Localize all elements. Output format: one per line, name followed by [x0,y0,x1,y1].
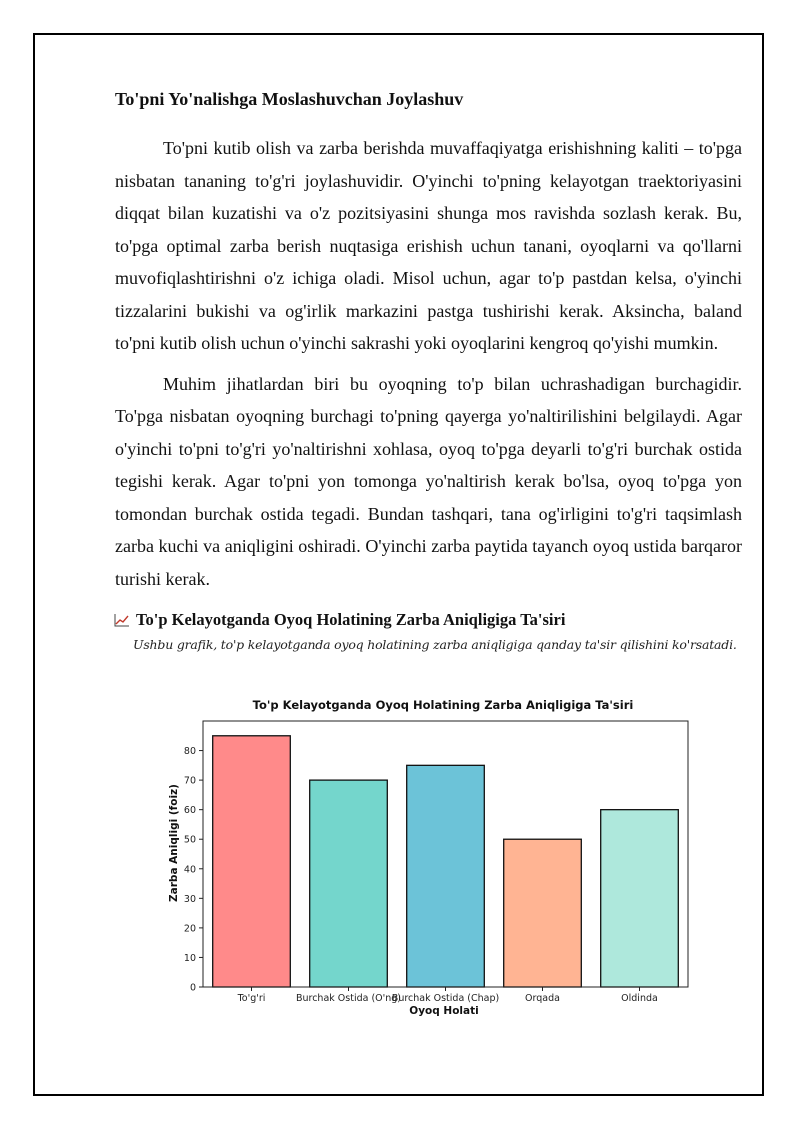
chart-y-tick-label: 10 [183,952,196,964]
chart-svg [150,690,710,1020]
chart-y-tick-label: 50 [183,834,196,846]
bar-chart [150,690,710,1020]
chart-y-tick-label: 0 [189,982,196,994]
chart-bar [310,780,388,987]
chart-y-tick-label: 60 [183,805,196,817]
chart-plot-area [184,721,688,1004]
chart-bar [407,765,485,987]
figure-caption: Ushbu grafik, to'p kelayotganda oyoq holatining zarba aniqligiga qanday ta'sir qilishini ko'rsatadi. [133,637,737,652]
chart-y-tick-label: 70 [183,775,196,787]
chart-title: To'p Kelayotganda Oyoq Holatining Zarba Aniqligiga Ta'siri [252,698,634,712]
chart-y-tick-label: 40 [183,864,196,876]
figure-title [114,609,742,631]
chart-x-tick-label: To'g'ri [237,993,266,1004]
paragraph-2: Muhim jihatlardan biri bu oyoqning to'p bilan uchrashadigan burchagidir. To'pga nisbatan oyoqning burchagi to'pning qayerga yo'naltirilishini belgilaydi. Agar o'yinchi to'pni to'g'ri yo'naltirishni xohlasa, oyoq to'pga deyarli to'g'ri burchak ostida tegishi kerak. Agar to'pni yon tomonga yo'naltirish kerak bo'lsa, oyoq to'pga yon tomondan burchak ostida tegadi. Bundan tashqari, tana og'irligini to'g'ri taqsimlash zarba kuchi va aniqligini oshiradi. O'yinchi zarba paytida tayanch oyoq ustida barqaror turishi kerak. [115,373,742,589]
chart-y-tick-label: 80 [183,746,196,758]
chart-line-icon [114,613,130,627]
chart-y-tick-label: 30 [183,893,196,905]
chart-x-tick-label: Orqada [525,993,560,1004]
chart-y-tick-label: 20 [183,923,196,935]
chart-x-tick-label: Burchak Ostida (O'ng) [295,993,402,1004]
document-body [115,86,742,652]
chart-bar [601,810,679,987]
chart-x-tick-label: Burchak Ostida (Chap) [391,993,500,1004]
figure-title-text: To'p Kelayotganda Oyoq Holatining Zarba Aniqligiga Ta'siri [136,610,566,629]
chart-x-axis-label: Oyoq Holati [409,1005,479,1017]
paragraph-1: To'pni kutib olish va zarba berishda muvaffaqiyatga erishishning kaliti – to'pga nisbatan tananing to'g'ri joylashuvidir. O'yinchi to'pning kelayotgan traektoriyasini diqqat bilan kuzatishi va o'z pozitsiyasini shunga mos ravishda sozlash kerak. Bu, to'pga optimal zarba berish nuqtasiga erishish uchun tanani, oyoqlarni va qo'llarni muvofiqlashtirishni o'z ichiga oladi. Misol uchun, agar to'p pastdan kelsa, o'yinchi tizzalarini bukishi va og'irlik markazini pastga tushirishi kerak. Aksincha, baland to'pni kutib olish uchun o'yinchi sakrashi yoki oyoqlarini kengroq qo'yishi mumkin. [115,138,742,353]
chart-y-axis-label: Zarba Aniqligi (foiz) [168,784,180,902]
section-heading: To'pni Yo'nalishga Moslashuvchan Joylashuv [115,89,464,109]
chart-x-tick-label: Oldinda [621,993,658,1004]
chart-bar [213,736,291,987]
chart-bar [504,839,582,987]
